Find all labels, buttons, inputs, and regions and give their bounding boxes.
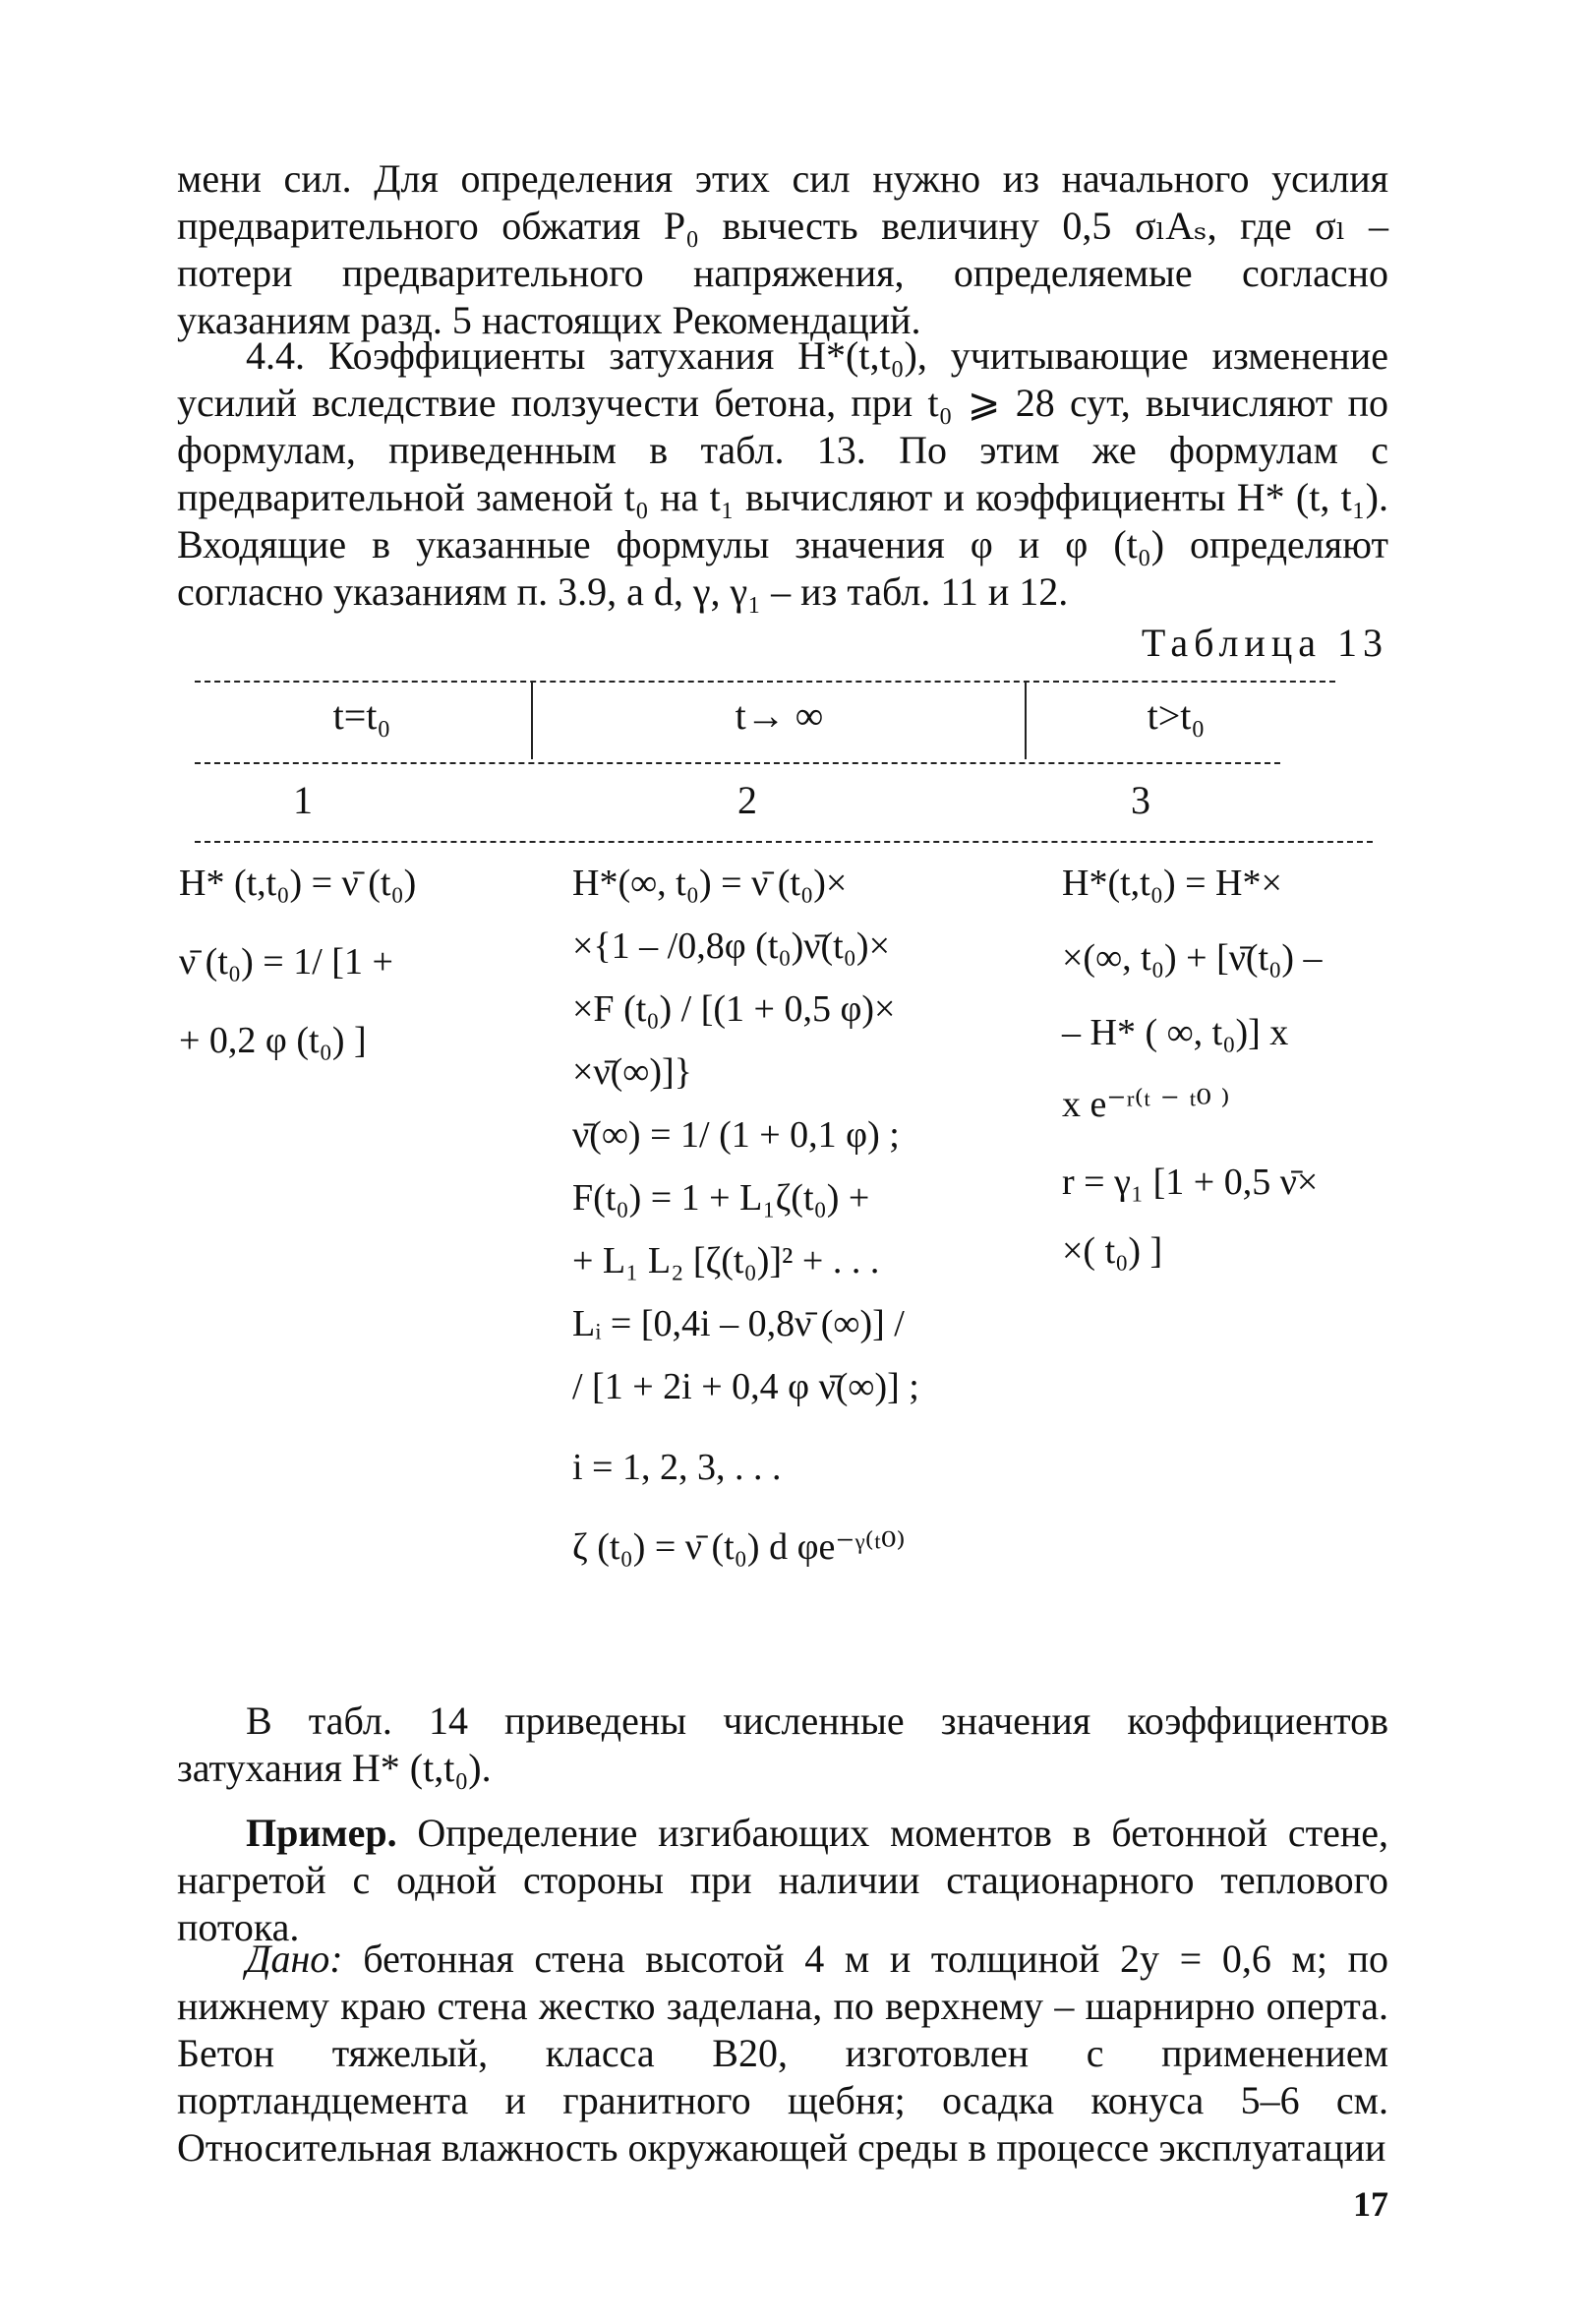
table-col3-formulas xyxy=(1062,862,1323,1292)
after-table-paragraph xyxy=(177,1698,1388,1792)
table-colnum-2: 2 xyxy=(737,778,757,822)
formula-line: / [1 + 2i + 0,4 φ ν̄(∞)] ; xyxy=(572,1366,919,1407)
formula-line: ×( t₀) ] xyxy=(1062,1230,1163,1272)
table-colnum-1: 1 xyxy=(293,778,313,822)
formula-line: r = γ₁ [1 + 0,5 ν̄× xyxy=(1062,1162,1319,1203)
formula-line: Lᵢ = [0,4i – 0,8ν̄ (∞)] / xyxy=(572,1303,905,1344)
formula-line: + L₁ L₂ [ζ(t₀)]² + . . . xyxy=(572,1240,880,1281)
example-text: Определение изгибающих моментов в бетонной стене, нагретой с одной стороны при наличии стационарного теплового потока. xyxy=(177,1811,1388,1949)
formula-line: ν̄(∞) = 1/ (1 + 0,1 φ) ; xyxy=(572,1114,900,1156)
formula-line: F(t₀) = 1 + L₁ζ(t₀) + xyxy=(572,1177,870,1219)
example-paragraph xyxy=(177,1810,1388,1951)
table-colnum-3: 3 xyxy=(1131,778,1150,822)
given-text: бетонная стена высотой 4 м и толщиной 2y = 0,6 м; по нижнему краю стена жестко заделана, по верхнему – шарнирно оперта. Бетон тяжелый, класса B20, изготовлен с применением портландцемента и гранитного щебня; осадка конуса 5–6 см. Относительная влажность окружающей среды в процессе эксплуатации xyxy=(177,1937,1388,2170)
given-label: Дано: xyxy=(246,1937,343,1981)
table-top-rule xyxy=(195,681,1335,683)
formula-line: + 0,2 φ (t₀) ] xyxy=(179,1020,367,1061)
table-col2-formulas xyxy=(572,862,919,1587)
table-header-col3: t>t₀ xyxy=(1147,693,1206,738)
table-numbers-rule xyxy=(195,841,1373,843)
table-col1-formulas xyxy=(179,862,416,1098)
intro-paragraph xyxy=(177,155,1388,344)
formula-line: ×F (t₀) / [(1 + 0,5 φ)× xyxy=(572,988,896,1030)
formula-line: ν̄ (t₀) = 1/ [1 + xyxy=(179,941,393,983)
formula-line: H*(∞, t₀) = ν̄ (t₀)× xyxy=(572,863,848,904)
formula-line: ×ν̄(∞)]} xyxy=(572,1051,692,1093)
page-number: 17 xyxy=(1353,2184,1388,2224)
formula-line: i = 1, 2, 3, . . . xyxy=(572,1447,782,1488)
formula-line: ×(∞, t₀) + [ν̄(t₀) – xyxy=(1062,937,1323,979)
formula-line: H* (t,t₀) = ν̄ (t₀) xyxy=(179,863,417,904)
table-header-divider-1 xyxy=(531,683,533,759)
after-table-text: В табл. 14 приведены численные значения коэффициентов затухания H* (t,t₀). xyxy=(177,1698,1388,1790)
table-title: Таблица 13 xyxy=(1141,621,1388,665)
table-header-col2: t→ ∞ xyxy=(735,693,824,738)
formula-line: – H* ( ∞, t₀)] x xyxy=(1062,1012,1289,1053)
table-header-rule xyxy=(195,762,1280,764)
formula-line: x e⁻ʳ⁽ᵗ ⁻ ᵗ⁰ ⁾ xyxy=(1062,1084,1230,1125)
table-header-divider-2 xyxy=(1025,683,1027,759)
formula-line: ×{1 – /0,8φ (t₀)ν̄(t₀)× xyxy=(572,925,890,967)
table-header-col1: t=t₀ xyxy=(332,693,391,738)
section-4-4 xyxy=(177,332,1388,616)
formula-line: ζ (t₀) = ν̄ (t₀) d φe⁻ᵞ⁽ᵗ⁰⁾ xyxy=(572,1526,906,1568)
given-paragraph xyxy=(177,1936,1388,2172)
example-label: Пример. xyxy=(246,1811,397,1855)
section-4-4-text: 4.4. Коэффициенты затухания H*(t,t₀), учитывающие изменение усилий вследствие ползучести бетона, при t₀ ⩾ 28 сут, вычисляют по формулам, приведенным в табл. 13. По этим же формулам с предварительной заменой t₀ на t₁ вычисляют и коэффициенты H* (t, t₁). Входящие в указанные формулы значения φ и φ (t₀) определяют согласно указаниям п. 3.9, a d, γ, γ₁ – из табл. 11 и 12. xyxy=(177,333,1388,614)
formula-line: H*(t,t₀) = H*× xyxy=(1062,863,1282,904)
intro-paragraph-text: мени сил. Для определения этих сил нужно из начального усилия предварительного обжатия P₀ вычесть величину 0,5 σₗAₛ, где σₗ – потери предварительного напряжения, определяемые согласно указаниям разд. 5 настоящих Рекомендаций. xyxy=(177,156,1388,342)
